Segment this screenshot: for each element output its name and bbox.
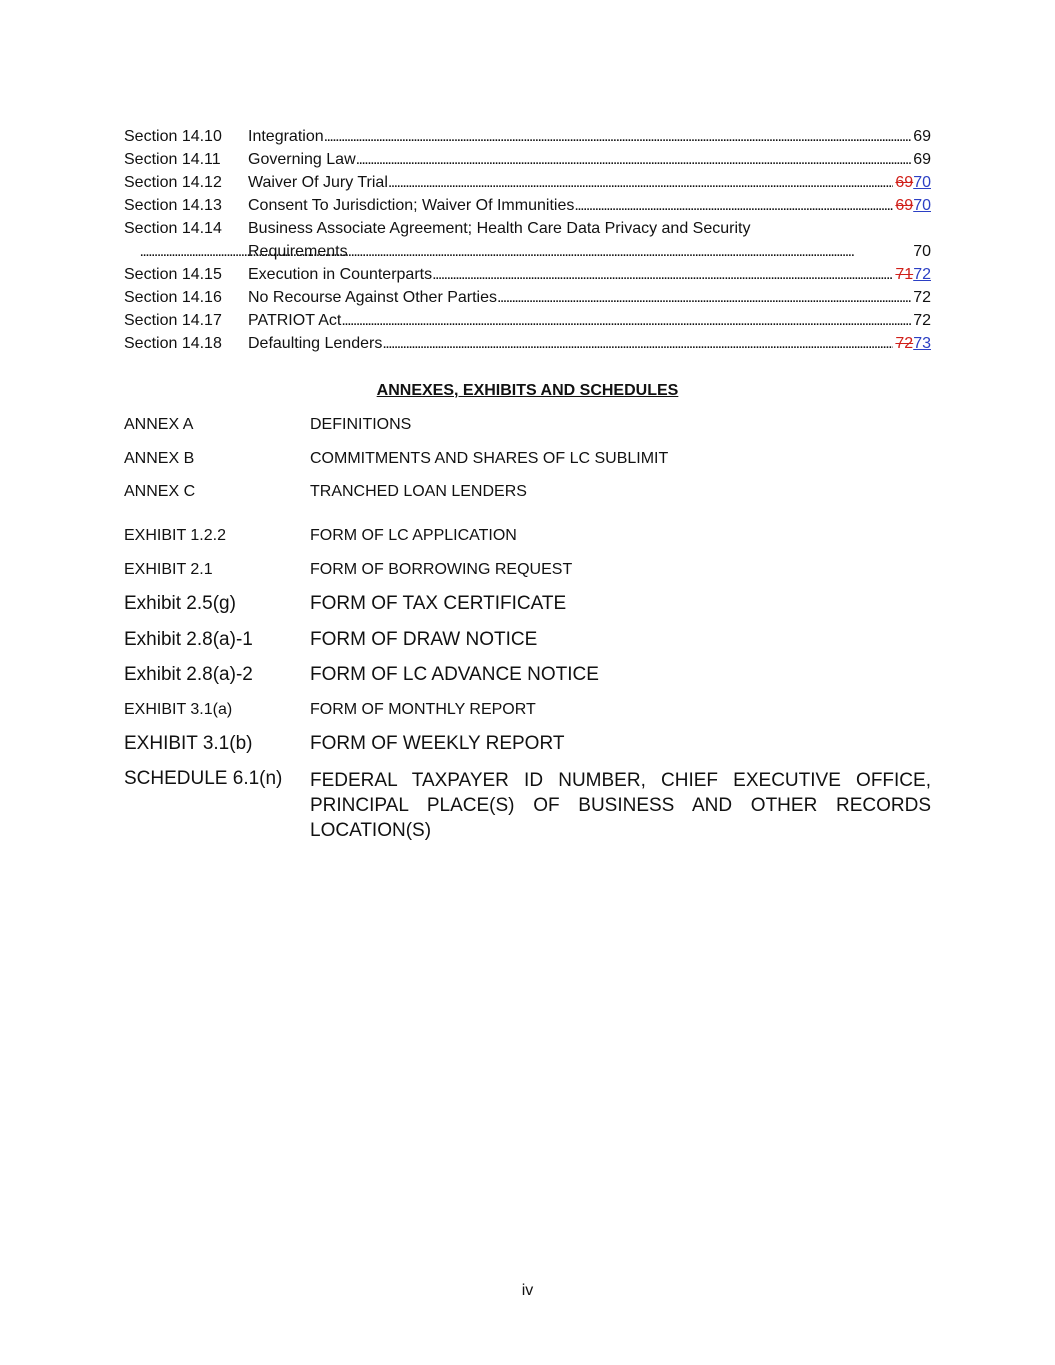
- exhibit-row[interactable]: [124, 733, 931, 755]
- exhibit-row[interactable]: [124, 629, 931, 651]
- toc-section-number: Section 14.10: [124, 128, 222, 145]
- toc-section-title: No Recourse Against Other Parties: [248, 289, 498, 306]
- toc-page-number: [893, 263, 931, 286]
- toc-dot-leader: [341, 309, 911, 332]
- toc-section-number: Section 14.12: [124, 174, 222, 191]
- toc-dot-leader: [574, 194, 893, 217]
- exhibit-description: FORM OF DRAW NOTICE: [310, 629, 538, 650]
- toc-section-number: Section 14.14: [124, 220, 222, 237]
- exhibit-description: FORM OF LC ADVANCE NOTICE: [310, 664, 599, 685]
- toc-section-title: Waiver Of Jury Trial: [248, 174, 388, 191]
- exhibit-label: EXHIBIT 2.1: [124, 561, 213, 578]
- deleted-page-number: 69: [895, 197, 914, 214]
- toc-section-title: Consent To Jurisdiction; Waiver Of Immunities: [248, 197, 575, 214]
- annex-label: ANNEX A: [124, 416, 194, 433]
- annex-description: TRANCHED LOAN LENDERS: [310, 483, 527, 500]
- exhibit-description: FORM OF TAX CERTIFICATE: [310, 593, 567, 614]
- toc-page-number: 69: [913, 128, 931, 145]
- annex-label: ANNEX C: [124, 483, 196, 500]
- toc-section-title: PATRIOT Act: [248, 312, 342, 329]
- toc-dot-leader: [356, 148, 912, 171]
- exhibit-row[interactable]: [124, 561, 931, 579]
- toc-section-title: Governing Law: [248, 151, 356, 168]
- inserted-page-number[interactable]: 70: [913, 197, 931, 214]
- annex-row[interactable]: [124, 483, 931, 501]
- toc-section-number: Section 14.16: [124, 289, 222, 306]
- exhibit-description: FORM OF MONTHLY REPORT: [310, 701, 536, 718]
- inserted-page-number[interactable]: 73: [913, 335, 931, 352]
- schedule-label: SCHEDULE 6.1(n): [124, 768, 283, 789]
- inserted-page-number[interactable]: 70: [913, 174, 931, 191]
- toc-section-number: Section 14.18: [124, 335, 222, 352]
- exhibit-label: EXHIBIT 3.1(a): [124, 701, 233, 718]
- exhibit-label: EXHIBIT 3.1(b): [124, 733, 253, 754]
- toc-dot-leader: [324, 125, 912, 148]
- toc-dot-leader: [432, 263, 893, 286]
- schedule-row[interactable]: [124, 768, 931, 843]
- toc-section-number: Section 14.15: [124, 266, 222, 283]
- annex-label: ANNEX B: [124, 450, 195, 467]
- exhibit-label: Exhibit 2.5(g): [124, 593, 236, 614]
- toc-page-number: 69: [913, 151, 931, 168]
- exhibit-row[interactable]: [124, 664, 931, 686]
- toc-section-number: Section 14.13: [124, 197, 222, 214]
- deleted-page-number: 69: [895, 174, 914, 191]
- inserted-page-number[interactable]: 72: [913, 266, 931, 283]
- exhibit-row[interactable]: [124, 701, 931, 719]
- toc-section-title: Execution in Counterparts: [248, 266, 433, 283]
- exhibit-description: FORM OF BORROWING REQUEST: [310, 561, 573, 578]
- toc-page-number: 70: [913, 243, 931, 260]
- toc-entry[interactable]: [124, 332, 931, 355]
- toc-section-number: Section 14.11: [124, 151, 221, 168]
- annex-row[interactable]: [124, 450, 931, 468]
- toc-page-number: 72: [913, 312, 931, 329]
- deleted-page-number: 72: [895, 335, 914, 352]
- table-of-contents: [124, 125, 931, 355]
- toc-entry[interactable]: [124, 171, 931, 194]
- exhibit-row[interactable]: [124, 593, 931, 615]
- toc-section-title: Integration: [248, 128, 324, 145]
- toc-entry[interactable]: [124, 217, 931, 263]
- annex-description: DEFINITIONS: [310, 416, 412, 433]
- exhibit-label: Exhibit 2.8(a)-1: [124, 629, 253, 650]
- toc-entry[interactable]: [124, 263, 931, 286]
- toc-page-number: [893, 194, 931, 217]
- exhibit-description: FORM OF LC APPLICATION: [310, 527, 517, 544]
- exhibit-row[interactable]: [124, 527, 931, 545]
- toc-dot-leader: [382, 332, 893, 355]
- toc-dot-leader: [497, 286, 911, 309]
- exhibit-label: Exhibit 2.8(a)-2: [124, 664, 253, 685]
- toc-dot-leader: [388, 171, 894, 194]
- exhibit-label: EXHIBIT 1.2.2: [124, 527, 226, 544]
- annexes-heading: ANNEXES, EXHIBITS AND SCHEDULES: [376, 382, 679, 399]
- exhibit-description: FORM OF WEEKLY REPORT: [310, 733, 565, 754]
- page-number: iv: [521, 1282, 534, 1299]
- deleted-page-number: 71: [895, 266, 914, 283]
- toc-entry[interactable]: [124, 286, 931, 309]
- toc-entry[interactable]: [124, 125, 931, 148]
- toc-page-number: 72: [913, 289, 931, 306]
- toc-entry[interactable]: [124, 194, 931, 217]
- toc-section-title-continued: Requirements: [248, 243, 348, 260]
- toc-page-number: [893, 332, 931, 355]
- annex-description: COMMITMENTS AND SHARES OF LC SUBLIMIT: [310, 450, 669, 467]
- toc-section-number: Section 14.17: [124, 312, 222, 329]
- toc-entry[interactable]: [124, 148, 931, 171]
- annex-row[interactable]: [124, 416, 931, 434]
- toc-page-number: [893, 171, 931, 194]
- toc-dot-leader: [139, 240, 911, 263]
- toc-section-title: Business Associate Agreement; Health Care Data Privacy and Security: [248, 220, 751, 237]
- schedule-description: FEDERAL TAXPAYER ID NUMBER, CHIEF EXECUTIVE OFFICE, PRINCIPAL PLACE(S) OF BUSINESS AND OTHER RECORDS LOCATION(S): [310, 770, 931, 841]
- toc-section-title: Defaulting Lenders: [248, 335, 383, 352]
- toc-entry[interactable]: [124, 309, 931, 332]
